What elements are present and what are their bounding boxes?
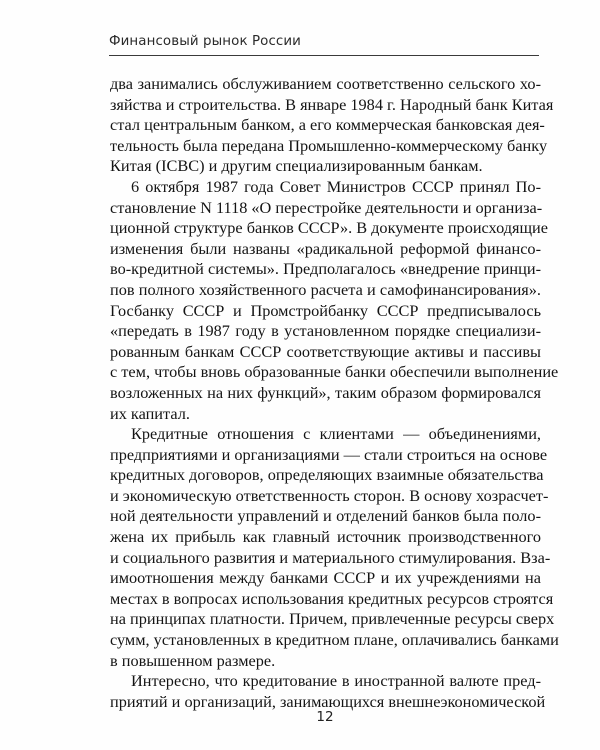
text-line: два занимались обслуживанием соответственно сельского хо- (110, 74, 541, 93)
text-line: жена их прибыль как главный источник производственного (110, 527, 541, 547)
text-line: во-кредитной системы». Предполагалось «внедрение принци- (110, 259, 541, 279)
text-line: Китая (ICBC) и другим специализированным банкам. (110, 156, 483, 176)
text-line: кредитных договоров, определяющих взаимные обязательства (110, 465, 544, 485)
text-line: имоотношения между банками СССР и их учреждениями на (110, 568, 541, 588)
text-line: в повышенном размере. (110, 650, 276, 670)
header-divider (109, 55, 539, 56)
text-line: изменения были названы «радикальной реформой финансо- (110, 238, 541, 258)
paragraph-start-line: Кредитные отношения с клиентами — объединениями, (131, 424, 541, 444)
running-header: Финансовый рынок России (109, 34, 301, 49)
text-line: становление N 1118 «О перестройке деятельности и организа- (110, 197, 543, 217)
page-number: 12 (316, 709, 334, 725)
text-line: приятий и организаций, занимающихся внешнеэкономической (110, 691, 546, 711)
body-text (110, 74, 559, 712)
text-line: сумм, установленных в кредитном плане, оплачивались банками (110, 630, 559, 650)
text-line: возложенных на них функций», таким образом формировался (110, 382, 541, 402)
text-line: их капитал. (110, 403, 190, 423)
text-line: и социального развития и материального стимулирования. Вза- (110, 547, 551, 567)
text-line: на принципах платности. Причем, привлеченные ресурсы сверх (110, 609, 555, 629)
text-line: с тем, чтобы вновь образованные банки обеспечили выполнение (110, 362, 559, 382)
text-line: местах в вопросах использования кредитных ресурсов строятся (110, 588, 554, 608)
text-line: Госбанку СССР и Промстройбанку СССР предписывалось (110, 300, 541, 320)
text-line: «передать в 1987 году в установленном порядке специализи- (110, 321, 541, 341)
text-line: ной деятельности управлений и отделений банков была поло- (110, 506, 541, 526)
text-line: зяйства и строительства. В январе 1984 г. Народный банк Китая (110, 94, 554, 114)
text-line: тельность была передана Промышленно-коммерческому банку (110, 135, 548, 155)
paragraph-start-line: 6 октября 1987 года Совет Министров СССР принял По- (131, 176, 541, 196)
text-line: рованным банкам СССР соответствующие активы и пассивы (110, 341, 541, 361)
text-line: пов полного хозяйственного расчета и самофинансирования». (110, 279, 541, 299)
text-line: ционной структуре банков СССР». В документе происходящие (110, 218, 548, 238)
paragraph-start-line: Интересно, что кредитование в иностранной валюте пред- (131, 671, 541, 691)
text-line: и экономическую ответственность сторон. В основу хозрасчет- (110, 485, 549, 505)
text-line: стал центральным банком, а его коммерческая банковская дея- (110, 115, 545, 135)
text-line: предприятиями и организациями — стали строиться на основе (110, 444, 548, 464)
